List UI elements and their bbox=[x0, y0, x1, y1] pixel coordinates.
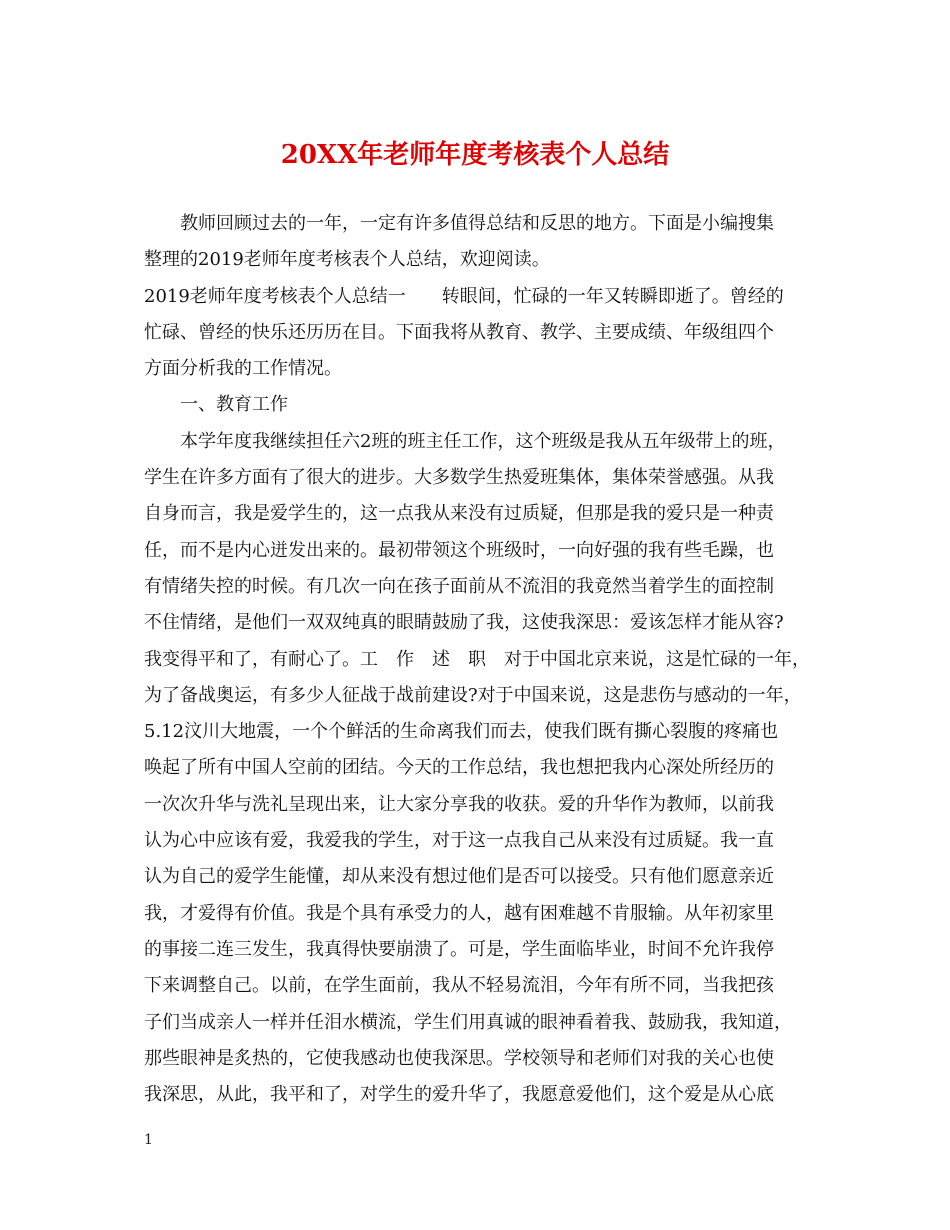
body-line: 5.12汶川大地震，一个个鲜活的生命离我们而去，使我们既有撕心裂腹的疼痛也 bbox=[144, 721, 779, 743]
body-line: 认为自己的爱学生能懂，却从来没有想过他们是否可以接受。只有他们愿意亲近 bbox=[144, 866, 774, 888]
body-line: 任，而不是内心迸发出来的。最初带领这个班级时，一向好强的我有些毛躁，也 bbox=[144, 539, 774, 561]
body-line: 唤起了所有中国人空前的团结。今天的工作总结，我也想把我内心深处所经历的 bbox=[144, 757, 774, 779]
body-line: 整理的2019老师年度考核表个人总结，欢迎阅读。 bbox=[144, 249, 550, 271]
body-line: 有情绪失控的时候。有几次一向在孩子面前从不流泪的我竟然当着学生的面控制 bbox=[144, 575, 774, 597]
body-line: 子们当成亲人一样并任泪水横流，学生们用真诚的眼神看着我、鼓励我，我知道， bbox=[144, 1011, 792, 1033]
body-line: 不住情绪，是他们一双双纯真的眼睛鼓励了我，这使我深思：爱该怎样才能从容? bbox=[144, 612, 784, 634]
document-title: 20XX年老师年度考核表个人总结 bbox=[280, 140, 670, 170]
body-line: 认为心中应该有爱，我爱我的学生，对于这一点我自己从来没有过质疑。我一直 bbox=[144, 830, 774, 852]
body-line: 我，才爱得有价值。我是个具有承受力的人，越有困难越不肯服输。从年初家里 bbox=[144, 902, 774, 924]
body-line: 忙碌、曾经的快乐还历历在目。下面我将从教育、教学、主要成绩、年级组四个 bbox=[144, 321, 774, 343]
body-line: 我变得平和了，有耐心了。工 作 述 职 对于中国北京来说，这是忙碌的一年， bbox=[144, 648, 810, 670]
body-line: 学生在许多方面有了很大的进步。大多数学生热爱班集体，集体荣誉感强。从我 bbox=[144, 467, 774, 489]
document-body bbox=[144, 206, 816, 1113]
body-line: 2019老师年度考核表个人总结一 转眼间，忙碌的一年又转瞬即逝了。曾经的 bbox=[144, 285, 784, 307]
body-line: 为了备战奥运，有多少人征战于战前建设?对于中国来说，这是悲伤与感动的一年， bbox=[144, 684, 802, 706]
body-line: 我深思，从此，我平和了，对学生的爱升华了，我愿意爱他们，这个爱是从心底 bbox=[144, 1084, 774, 1106]
body-line: 教师回顾过去的一年，一定有许多值得总结和反思的地方。下面是小编搜集 bbox=[180, 213, 774, 234]
body-line: 一、教育工作 bbox=[180, 394, 288, 416]
body-line: 的事接二连三发生，我真得快要崩溃了。可是，学生面临毕业，时间不允许我停 bbox=[144, 938, 774, 960]
body-line: 下来调整自己。以前，在学生面前，我从不轻易流泪，今年有所不同，当我把孩 bbox=[144, 975, 774, 997]
body-line: 自身而言，我是爱学生的，这一点我从来没有过质疑，但那是我的爱只是一种责 bbox=[144, 503, 774, 525]
page-number: 1 bbox=[144, 1132, 153, 1148]
body-line: 一次次升华与洗礼呈现出来，让大家分享我的收获。爱的升华作为教师，以前我 bbox=[144, 793, 774, 815]
body-line: 那些眼神是炙热的，它使我感动也使我深思。学校领导和老师们对我的关心也使 bbox=[144, 1047, 774, 1069]
body-line: 方面分析我的工作情况。 bbox=[144, 358, 342, 380]
body-line: 本学年度我继续担任六2班的班主任工作，这个班级是我从五年级带上的班， bbox=[180, 430, 786, 452]
